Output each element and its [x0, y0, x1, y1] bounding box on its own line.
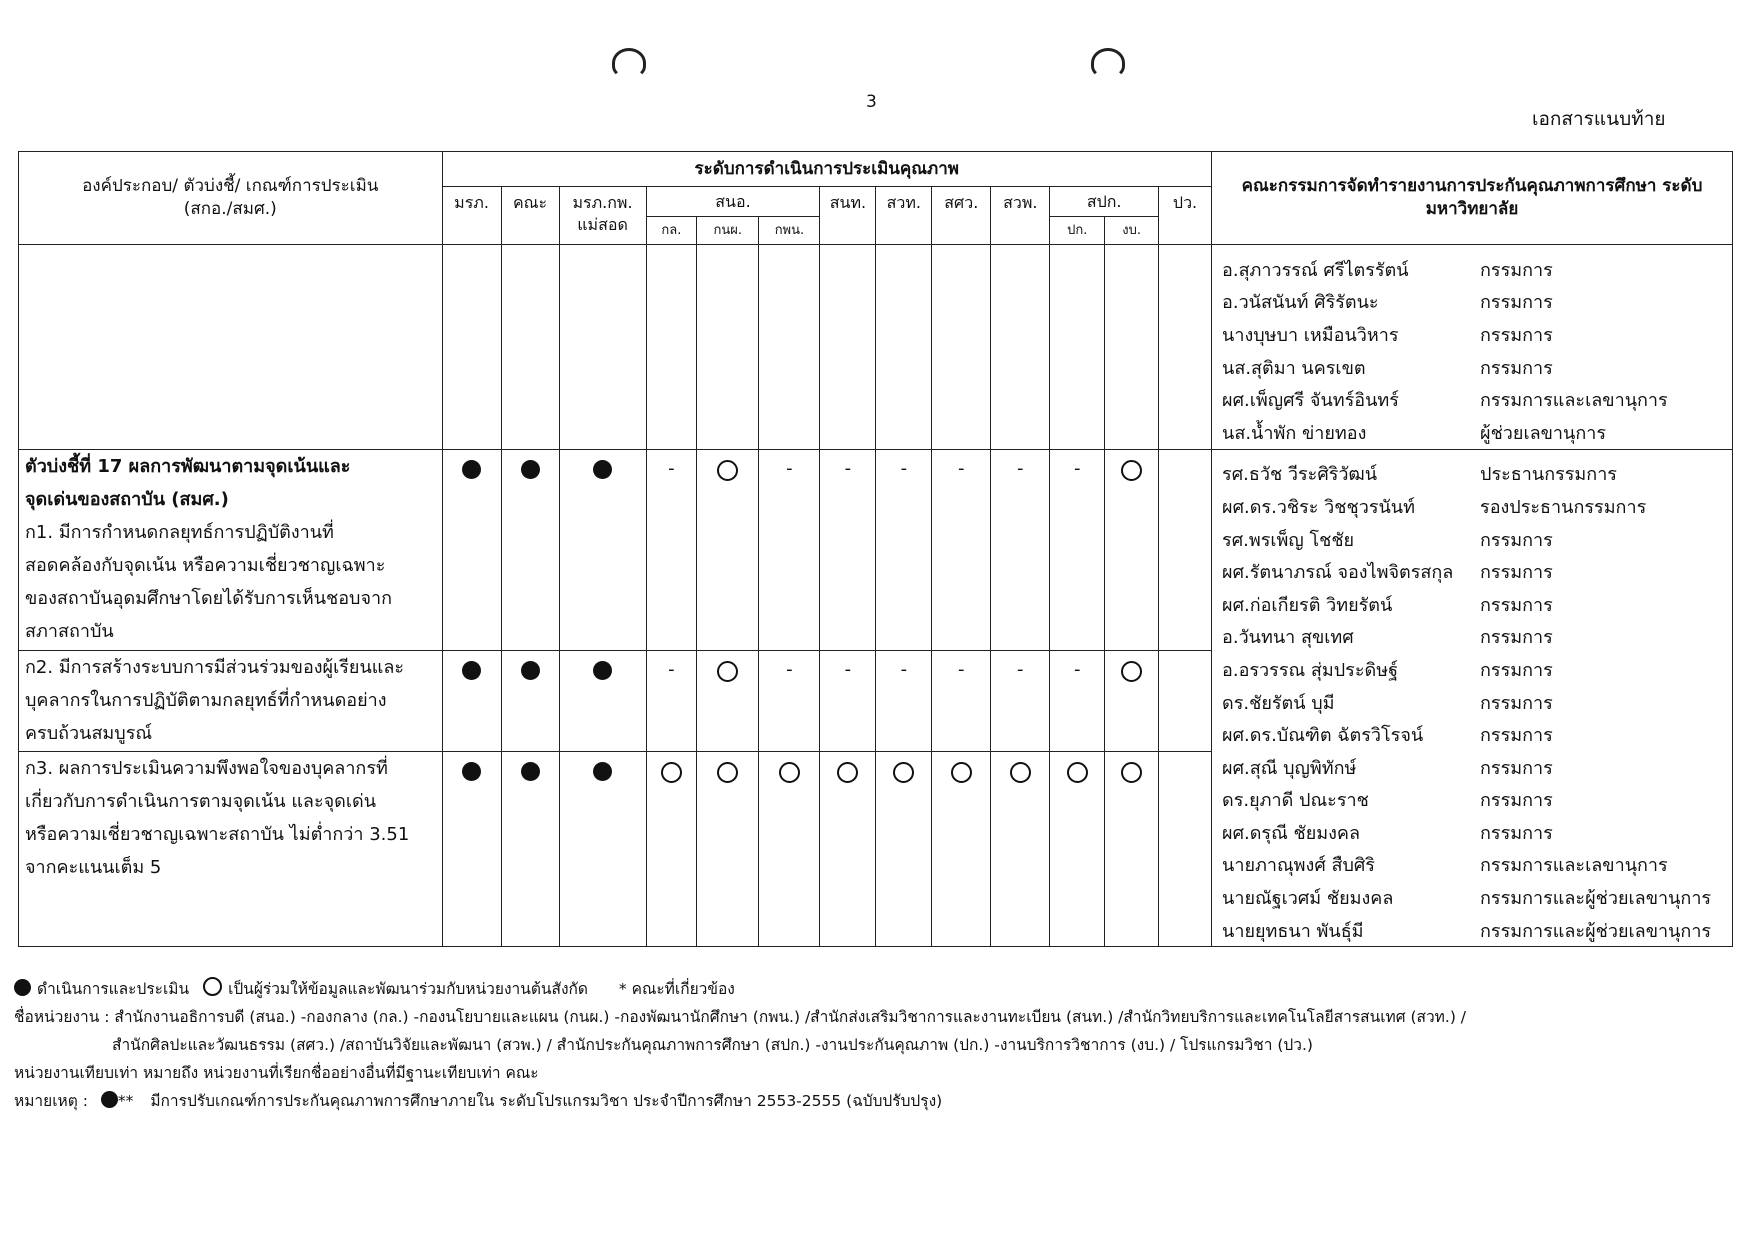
- note-label: หมายเหตุ :: [14, 1092, 88, 1110]
- member-name: อ.วันทนา สุขเทศ: [1222, 627, 1354, 649]
- member-role: ประธานกรรมการ: [1480, 464, 1617, 486]
- note-text: มีการปรับเกณฑ์การประกันคุณภาพการศึกษาภายใน ระดับโปรแกรมวิชา ประจำปีการศึกษา 2553-2555 (ฉบับปรับปรุง): [150, 1092, 943, 1110]
- member-name: อ.สุภาวรรณ์ ศรีไตรรัตน์: [1222, 259, 1409, 281]
- mark-cell: [820, 245, 876, 450]
- committee-member: [1222, 784, 1726, 817]
- committee-header: คณะกรรมการจัดทำรายงานการประกันคุณภาพการศึกษา ระดับมหาวิทยาลัย: [1212, 152, 1733, 245]
- dash-mark: -: [844, 658, 852, 680]
- committee-member: [1222, 253, 1726, 286]
- committee-member: [1222, 881, 1726, 914]
- member-role: กรรมการ: [1480, 324, 1553, 346]
- mark-cell: [646, 751, 697, 947]
- member-name: นส.น้ำพัก ข่ายทอง: [1222, 422, 1367, 444]
- footer-notes: [14, 975, 1734, 1115]
- member-role: กรรมการ: [1480, 725, 1553, 747]
- mark-cell: [932, 449, 991, 650]
- committee-member: [1222, 555, 1726, 588]
- dash-mark: -: [958, 457, 965, 479]
- filled-circle-icon: [101, 1091, 118, 1108]
- mark-cell: [646, 449, 697, 650]
- punch-hole-left: [612, 48, 646, 78]
- dash-mark: -: [786, 658, 793, 680]
- mark-cell: [759, 245, 820, 450]
- unit-ngb: งบ.: [1105, 217, 1159, 245]
- open-circle-icon: [1121, 762, 1142, 783]
- member-name: ดร.ชัยรัตน์ บุมี: [1222, 692, 1335, 714]
- member-name: ผศ.รัตนาภรณ์ จองไพจิตรสกุล: [1222, 562, 1454, 584]
- open-circle-icon: [1010, 762, 1031, 783]
- mark-cell: [876, 449, 932, 650]
- committee-main-list: [1212, 449, 1733, 947]
- levels-header: ระดับการดำเนินการประเมินคุณภาพ: [442, 152, 1212, 187]
- member-role: กรรมการ: [1480, 529, 1553, 551]
- mark-cell: [1105, 751, 1159, 947]
- dash-mark: -: [668, 457, 675, 479]
- committee-member: [1222, 686, 1726, 719]
- criteria-line: ครบถ้วนสมบูรณ์: [25, 722, 153, 744]
- dash-mark: -: [1074, 658, 1081, 680]
- member-role: กรรมการและผู้ช่วยเลขานุการ: [1480, 920, 1712, 942]
- committee-member: [1222, 318, 1726, 351]
- unit-pw: ปว.: [1159, 187, 1212, 245]
- mark-cell: [759, 449, 820, 650]
- member-role: กรรมการ: [1480, 292, 1553, 314]
- page-number: 3: [866, 92, 877, 112]
- member-name: ผศ.ดรุณี ชัยมงคล: [1222, 822, 1360, 844]
- committee-member: [1222, 523, 1726, 556]
- member-role: กรรมการ: [1480, 790, 1553, 812]
- criteria-header: องค์ประกอบ/ ตัวบ่งชี้/ เกณฑ์การประเมิน (สกอ./สมศ.): [19, 152, 443, 245]
- unit-ssw: สศว.: [932, 187, 991, 245]
- criteria-k3-cell: [19, 751, 443, 947]
- mark-cell: [1159, 449, 1212, 650]
- member-name: นายณัฐเวศม์ ชัยมงคล: [1222, 888, 1394, 910]
- open-circle-icon: [1067, 762, 1088, 783]
- committee-top-list: [1212, 245, 1733, 450]
- dash-mark: -: [958, 658, 965, 680]
- mark-cell: [1050, 751, 1105, 947]
- member-role: กรรมการ: [1480, 594, 1553, 616]
- criteria-k2-cell: [19, 650, 443, 751]
- unit-pk: ปก.: [1050, 217, 1105, 245]
- dash-mark: -: [668, 658, 675, 680]
- committee-member: [1222, 653, 1726, 686]
- filled-circle-icon: [521, 762, 540, 781]
- committee-member: [1222, 588, 1726, 621]
- dash-mark: -: [900, 658, 908, 680]
- mark-cell: [442, 449, 501, 650]
- mark-cell: [697, 751, 759, 947]
- mark-cell: [697, 245, 759, 450]
- mark-cell: [759, 751, 820, 947]
- criteria-cell: [19, 245, 443, 450]
- unit-kpn: กพน.: [759, 217, 820, 245]
- mark-cell: [991, 245, 1050, 450]
- mark-cell: [501, 650, 559, 751]
- committee-member: [1222, 718, 1726, 751]
- mark-cell: [1105, 245, 1159, 450]
- open-circle-icon: [717, 460, 738, 481]
- member-name: อ.วนัสนันท์ ศิริรัตนะ: [1222, 292, 1379, 314]
- member-name: ผศ.ดร.บัณฑิต ฉัตรวิโรจน์: [1222, 725, 1424, 747]
- committee-member: [1222, 914, 1726, 947]
- legend-ring-label: เป็นผู้ร่วมให้ข้อมูลและพัฒนาร่วมกับหน่วยงานต้นสังกัด: [228, 980, 588, 998]
- unit-sno: สนอ.: [646, 187, 820, 217]
- dash-mark: -: [844, 457, 852, 479]
- dash-mark: -: [786, 457, 793, 479]
- mark-cell: [559, 449, 646, 650]
- committee-member: [1222, 458, 1726, 491]
- criteria-line: หรือความเชี่ยวชาญเฉพาะสถาบัน ไม่ต่ำกว่า 3.51: [25, 823, 410, 845]
- criteria-line: จุดเด่นของสถาบัน (สมศ.): [25, 488, 229, 510]
- document-label: เอกสารแนบท้าย: [1532, 108, 1666, 130]
- committee-member: [1222, 751, 1726, 784]
- committee-member: [1222, 383, 1726, 416]
- criteria-line: ก2. มีการสร้างระบบการมีส่วนร่วมของผู้เรียนและ: [25, 656, 405, 678]
- mark-cell: [1105, 650, 1159, 751]
- committee-member: [1222, 351, 1726, 384]
- member-name: ดร.ยุภาดี ปณะราช: [1222, 790, 1369, 812]
- mark-cell: [1050, 650, 1105, 751]
- member-name: นายยุทธนา พันธุ์มี: [1222, 920, 1364, 942]
- mark-cell: [697, 449, 759, 650]
- dash-mark: -: [1017, 457, 1024, 479]
- mark-cell: [559, 245, 646, 450]
- committee-member: [1222, 286, 1726, 319]
- dash-mark: -: [1074, 457, 1081, 479]
- note-line: [14, 1087, 1734, 1115]
- criteria-line: บุคลากรในการปฏิบัติตามกลยุทธ์ที่กำหนดอย่าง: [25, 689, 387, 711]
- member-role: กรรมการ: [1480, 627, 1553, 649]
- filled-circle-icon: [462, 661, 481, 680]
- mark-cell: [442, 650, 501, 751]
- filled-circle-icon: [593, 460, 612, 479]
- unit-knp: กนผ.: [697, 217, 759, 245]
- committee-member: [1222, 490, 1726, 523]
- indicator-17-title: ตัวบ่งชี้ที่ 17 ผลการพัฒนาตามจุดเน้นและ: [25, 455, 351, 477]
- member-name: ผศ.ก่อเกียรติ วิทยรัตน์: [1222, 594, 1393, 616]
- indicator-17-cell: [19, 449, 443, 650]
- member-name: นางบุษบา เหมือนวิหาร: [1222, 324, 1399, 346]
- member-role: กรรมการและผู้ช่วยเลขานุการ: [1480, 888, 1712, 910]
- mark-cell: [1159, 245, 1212, 450]
- filled-circle-icon: [462, 460, 481, 479]
- filled-circle-icon: [462, 762, 481, 781]
- mark-cell: [932, 650, 991, 751]
- open-circle-icon: [203, 977, 222, 996]
- unit-spk: สปก.: [1050, 187, 1159, 217]
- open-circle-icon: [717, 661, 738, 682]
- mark-cell: [876, 245, 932, 450]
- member-role: กรรมการและเลขานุการ: [1480, 855, 1668, 877]
- mark-cell: [876, 751, 932, 947]
- assessment-table: [18, 151, 1733, 947]
- units-line-2: สำนักศิลปะและวัฒนธรรม (สศว.) /สถาบันวิจัยและพัฒนา (สวพ.) / สำนักประกันคุณภาพการศึกษา (สปก.) -งานประกันคุณภาพ (ปก.) -งานบริการวิชาการ (งบ.) / โปรแกรมวิชา (ปว.): [112, 1036, 1313, 1054]
- member-name: นายภาณุพงศ์ สืบศิริ: [1222, 855, 1375, 877]
- mark-cell: [559, 751, 646, 947]
- units-line-1: ชื่อหน่วยงาน : สำนักงานอธิการบดี (สนอ.) -กองกลาง (กล.) -กองนโยบายและแผน (กนผ.) -กองพัฒนานักศึกษา (กพน.) /สำนักส่งเสริมวิชาการและงานทะเบียน (สนท.) /สำนักวิทยบริการและเทคโนโลยีสารสนเทศ (สวท.) /: [14, 1008, 1467, 1026]
- mark-cell: [501, 751, 559, 947]
- mark-cell: [820, 751, 876, 947]
- member-role: กรรมการ: [1480, 659, 1553, 681]
- criteria-line: สภาสถาบัน: [25, 620, 114, 642]
- mark-cell: [991, 449, 1050, 650]
- mark-cell: [646, 245, 697, 450]
- mark-cell: [1105, 449, 1159, 650]
- member-role: กรรมการ: [1480, 357, 1553, 379]
- member-role: ผู้ช่วยเลขานุการ: [1480, 422, 1607, 444]
- open-circle-icon: [779, 762, 800, 783]
- unit-swt: สวท.: [876, 187, 932, 245]
- mark-cell: [991, 751, 1050, 947]
- mark-cell: [820, 449, 876, 650]
- open-circle-icon: [893, 762, 914, 783]
- equivalent-unit-line: หน่วยงานเทียบเท่า หมายถึง หน่วยงานที่เรียกชื่ออย่างอื่นที่มีฐานะเทียบเท่า คณะ: [14, 1064, 539, 1082]
- dash-mark: -: [900, 457, 908, 479]
- member-name: อ.อรวรรณ สุ่มประดิษฐ์: [1222, 659, 1399, 681]
- criteria-line: ก1. มีการกำหนดกลยุทธ์การปฏิบัติงานที่: [25, 521, 334, 543]
- open-circle-icon: [661, 762, 682, 783]
- filled-circle-icon: [593, 661, 612, 680]
- mark-cell: [1159, 650, 1212, 751]
- open-circle-icon: [717, 762, 738, 783]
- criteria-line: ก3. ผลการประเมินความพึงพอใจของบุคลากรที่: [25, 757, 388, 779]
- unit-mrk-maesot: มรภ.กพ. แม่สอด: [559, 187, 646, 245]
- open-circle-icon: [1121, 661, 1142, 682]
- filled-circle-icon: [14, 979, 31, 996]
- criteria-line: ของสถาบันอุดมศึกษาโดยได้รับการเห็นชอบจาก: [25, 587, 393, 609]
- open-circle-icon: [951, 762, 972, 783]
- member-role: กรรมการ: [1480, 692, 1553, 714]
- mark-cell: [442, 245, 501, 450]
- committee-member: [1222, 849, 1726, 882]
- member-role: กรรมการและเลขานุการ: [1480, 390, 1668, 412]
- mark-cell: [932, 245, 991, 450]
- unit-snt: สนท.: [820, 187, 876, 245]
- legend: [14, 975, 1734, 1003]
- member-role: กรรมการ: [1480, 562, 1553, 584]
- mark-cell: [559, 650, 646, 751]
- open-circle-icon: [1121, 460, 1142, 481]
- legend-star-label: * คณะที่เกี่ยวข้อง: [618, 980, 735, 998]
- unit-kl: กล.: [646, 217, 697, 245]
- member-role: รองประธานกรรมการ: [1480, 496, 1647, 518]
- mark-cell: [759, 650, 820, 751]
- member-name: นส.สุติมา นครเขต: [1222, 357, 1366, 379]
- mark-cell: [1050, 245, 1105, 450]
- mark-cell: [697, 650, 759, 751]
- committee-member: [1222, 416, 1726, 449]
- member-name: ผศ.เพ็ญศรี จันทร์อินทร์: [1222, 390, 1399, 412]
- punch-hole-right: [1091, 48, 1125, 78]
- member-name: รศ.พรเพ็ญ โชชัย: [1222, 529, 1355, 551]
- criteria-line: เกี่ยวกับการดำเนินการตามจุดเน้น และจุดเด่น: [25, 790, 376, 812]
- filled-circle-icon: [593, 762, 612, 781]
- unit-swp: สวพ.: [991, 187, 1050, 245]
- mark-cell: [442, 751, 501, 947]
- mark-cell: [1050, 449, 1105, 650]
- mark-cell: [932, 751, 991, 947]
- open-circle-icon: [837, 762, 858, 783]
- member-role: กรรมการ: [1480, 259, 1553, 281]
- committee-member: [1222, 816, 1726, 849]
- member-name: รศ.ธวัช วีระศิริวัฒน์: [1222, 464, 1378, 486]
- filled-circle-icon: [521, 460, 540, 479]
- mark-cell: [991, 650, 1050, 751]
- mark-cell: [1159, 751, 1212, 947]
- mark-cell: [646, 650, 697, 751]
- criteria-line: สอดคล้องกับจุดเน้น หรือความเชี่ยวชาญเฉพาะ: [25, 554, 386, 576]
- member-name: ผศ.ดร.วชิระ วิชชุวรนันท์: [1222, 496, 1415, 518]
- unit-mrk: มรภ.: [442, 187, 501, 245]
- filled-circle-icon: [521, 661, 540, 680]
- mark-cell: [820, 650, 876, 751]
- member-role: กรรมการ: [1480, 757, 1553, 779]
- mark-cell: [501, 245, 559, 450]
- committee-member: [1222, 621, 1726, 654]
- criteria-line: จากคะแนนเต็ม 5: [25, 856, 162, 878]
- dash-mark: -: [1017, 658, 1024, 680]
- legend-dot-label: ดำเนินการและประเมิน: [37, 980, 190, 998]
- member-name: ผศ.สุณี บุญพิทักษ์: [1222, 757, 1357, 779]
- note-stars: **: [117, 1092, 134, 1110]
- member-role: กรรมการ: [1480, 822, 1553, 844]
- unit-faculty: คณะ: [501, 187, 559, 245]
- mark-cell: [876, 650, 932, 751]
- mark-cell: [501, 449, 559, 650]
